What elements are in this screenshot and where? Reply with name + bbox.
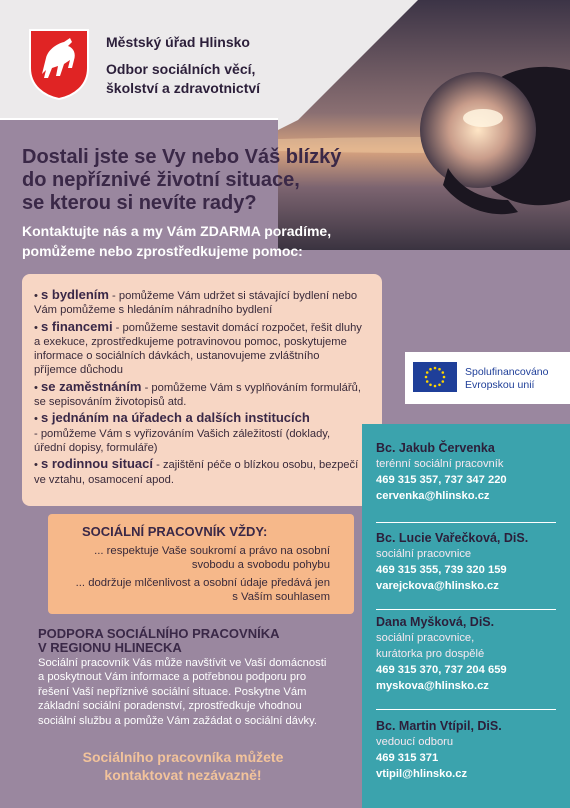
heading-line-2: do nepříznivé životní situace, [22,169,300,191]
contact-card [376,718,502,782]
service-item: • s financemi - pomůžeme sestavit domácí rozpočet, řešit dluhy a exekuce, zprostředkujeme potravinovou pomoc, poskytujeme informace o sociálních dávkách, ustanovujeme zvláštního příjemce důchodu [34,318,362,377]
service-item: • s jednáním na úřadech a dalších institucích - pomůžeme Vám s vyřizováním Vašich záležitostí (doklady, úřední dopisy, formuláře) [34,410,331,454]
service-title: se zaměstnáním [41,378,142,394]
contact-email[interactable]: vtipil@hlinsko.cz [376,768,468,780]
heading-line-1: Dostali jste se Vy nebo Váš blízký [22,146,342,168]
intro-text [22,221,352,261]
contact-phone: 469 315 357, 737 347 220 [376,474,507,486]
eu-cofunding-text [465,366,548,392]
service-text: - pomůžeme sestavit domácí rozpočet, řešit dluhy a exekuce, zprostředkujeme potravinovou pomoc, poskytujeme informace o sociálních dávkách, ustanovujeme zvláštního příjemce důchodu [34,321,362,377]
contact-name: Bc. Martin Vtípil, DiS. [376,719,502,733]
services-box [22,274,382,506]
always-item-2-line-2: s Vaším souhlasem [232,591,330,603]
contact-card [376,530,528,594]
contact-name: Bc. Lucie Vařečková, DiS. [376,531,529,545]
contact-title-2: kurátorka pro dospělé [376,648,485,660]
contact-card [376,440,507,504]
department-name [106,60,276,98]
service-title: s jednáním na úřadech a dalších institucích [41,410,310,426]
service-item: • s rodinnou situací - zajištění péče o blízkou osobu, bezpečí ve vztahu, osamocení apod. [34,456,359,486]
contact-title: sociální pracovnice [376,548,472,560]
support-title [38,627,338,655]
contact-card [376,614,507,694]
service-item: • se zaměstnáním - pomůžeme Vám s vyplňováním formulářů, se sepisováním životopisů atd. [34,378,361,409]
cta-line-2: kontaktovat nezávazně! [104,767,262,783]
service-text: - pomůžeme Vám s vyplňováním formulářů, se sepisováním životopisů atd. [34,381,361,409]
contact-title: terénní sociální pracovník [376,458,504,470]
always-item-2 [58,576,344,604]
support-text: Sociální pracovník Vás může navštívit ve Vaší domácnosti a poskytnout Vám informace a potřebnou podporu pro řešení Vaší nepříznivé sociální situace. Poskytne Vám základní sociální poradenství, zprostředkuje vhodnou sociální službu a pomůže Vám zažádat o sociální dávky. [38,657,327,727]
coat-of-arms-horse-icon [28,28,90,100]
eu-flag-icon [413,362,457,392]
department-line-2: školství a zdravotnictví [106,80,261,96]
eu-text-line-1: Spolufinancováno [465,366,549,378]
service-title: s rodinnou situací [41,456,153,472]
always-item-2-line-1: ... dodržuje mlčenlivost a osobní údaje předává jen [75,577,330,589]
contact-name: Dana Myšková, DiS. [376,615,495,629]
social-worker-always-box [48,514,354,614]
contact-phone: 469 315 371 [376,752,439,764]
contact-divider [376,522,556,523]
service-item: • s bydlením - pomůžeme Vám udržet si stávající bydlení nebo Vám pomůžeme s hledáním náhradního bydlení [34,287,358,317]
contact-email[interactable]: myskova@hlinsko.cz [376,680,489,692]
service-title: s financemi [41,318,113,334]
contact-email[interactable]: cervenka@hlinsko.cz [376,490,490,502]
contact-title: sociální pracovnice, [376,632,475,644]
service-text: - zajištění péče o blízkou osobu, bezpečí ve vztahu, osamocení apod. [34,459,359,486]
contact-divider [376,609,556,610]
office-name: Městský úřad Hlinsko [106,34,250,50]
contact-call-to-action [38,748,328,784]
intro-line-1: Kontaktujte nás a my Vám ZDARMA poradíme, [22,223,332,239]
heading-line-3: se kterou si nevíte rady? [22,192,257,214]
contact-title: vedoucí odboru [376,736,454,748]
department-line-1: Odbor sociálních věcí, [106,61,256,77]
service-title: s bydlením [41,287,109,302]
always-title: SOCIÁLNÍ PRACOVNÍK VŽDY: [82,524,268,539]
eu-text-line-2: Evropskou unií [465,379,535,391]
contact-divider [376,709,556,710]
always-item-1-line-2: svobodu a svobodu pohybu [191,559,330,571]
contact-phone: 469 315 370, 737 204 659 [376,664,507,676]
always-item-1 [58,544,344,572]
support-title-line-2: V REGIONU HLINECKA [38,640,182,655]
always-item-1-line-1: ... respektuje Vaše soukromí a právo na osobní [94,545,330,557]
main-heading [22,146,342,215]
contact-email[interactable]: varejckova@hlinsko.cz [376,580,499,592]
cta-line-1: Sociálního pracovníka můžete [82,749,284,765]
contact-name: Bc. Jakub Červenka [376,441,495,455]
intro-line-2: pomůžeme nebo zprostředkujeme pomoc: [22,243,303,259]
service-text: - pomůžeme Vám udržet si stávající bydlení nebo Vám pomůžeme s hledáním náhradního bydlení [34,290,358,317]
support-title-line-1: PODPORA SOCIÁLNÍHO PRACOVNÍKA [38,626,280,641]
contact-phone: 469 315 355, 739 320 159 [376,564,507,576]
service-text: - pomůžeme Vám s vyřizováním Vašich záležitostí (doklady, úřední dopisy, formuláře) [34,427,331,454]
